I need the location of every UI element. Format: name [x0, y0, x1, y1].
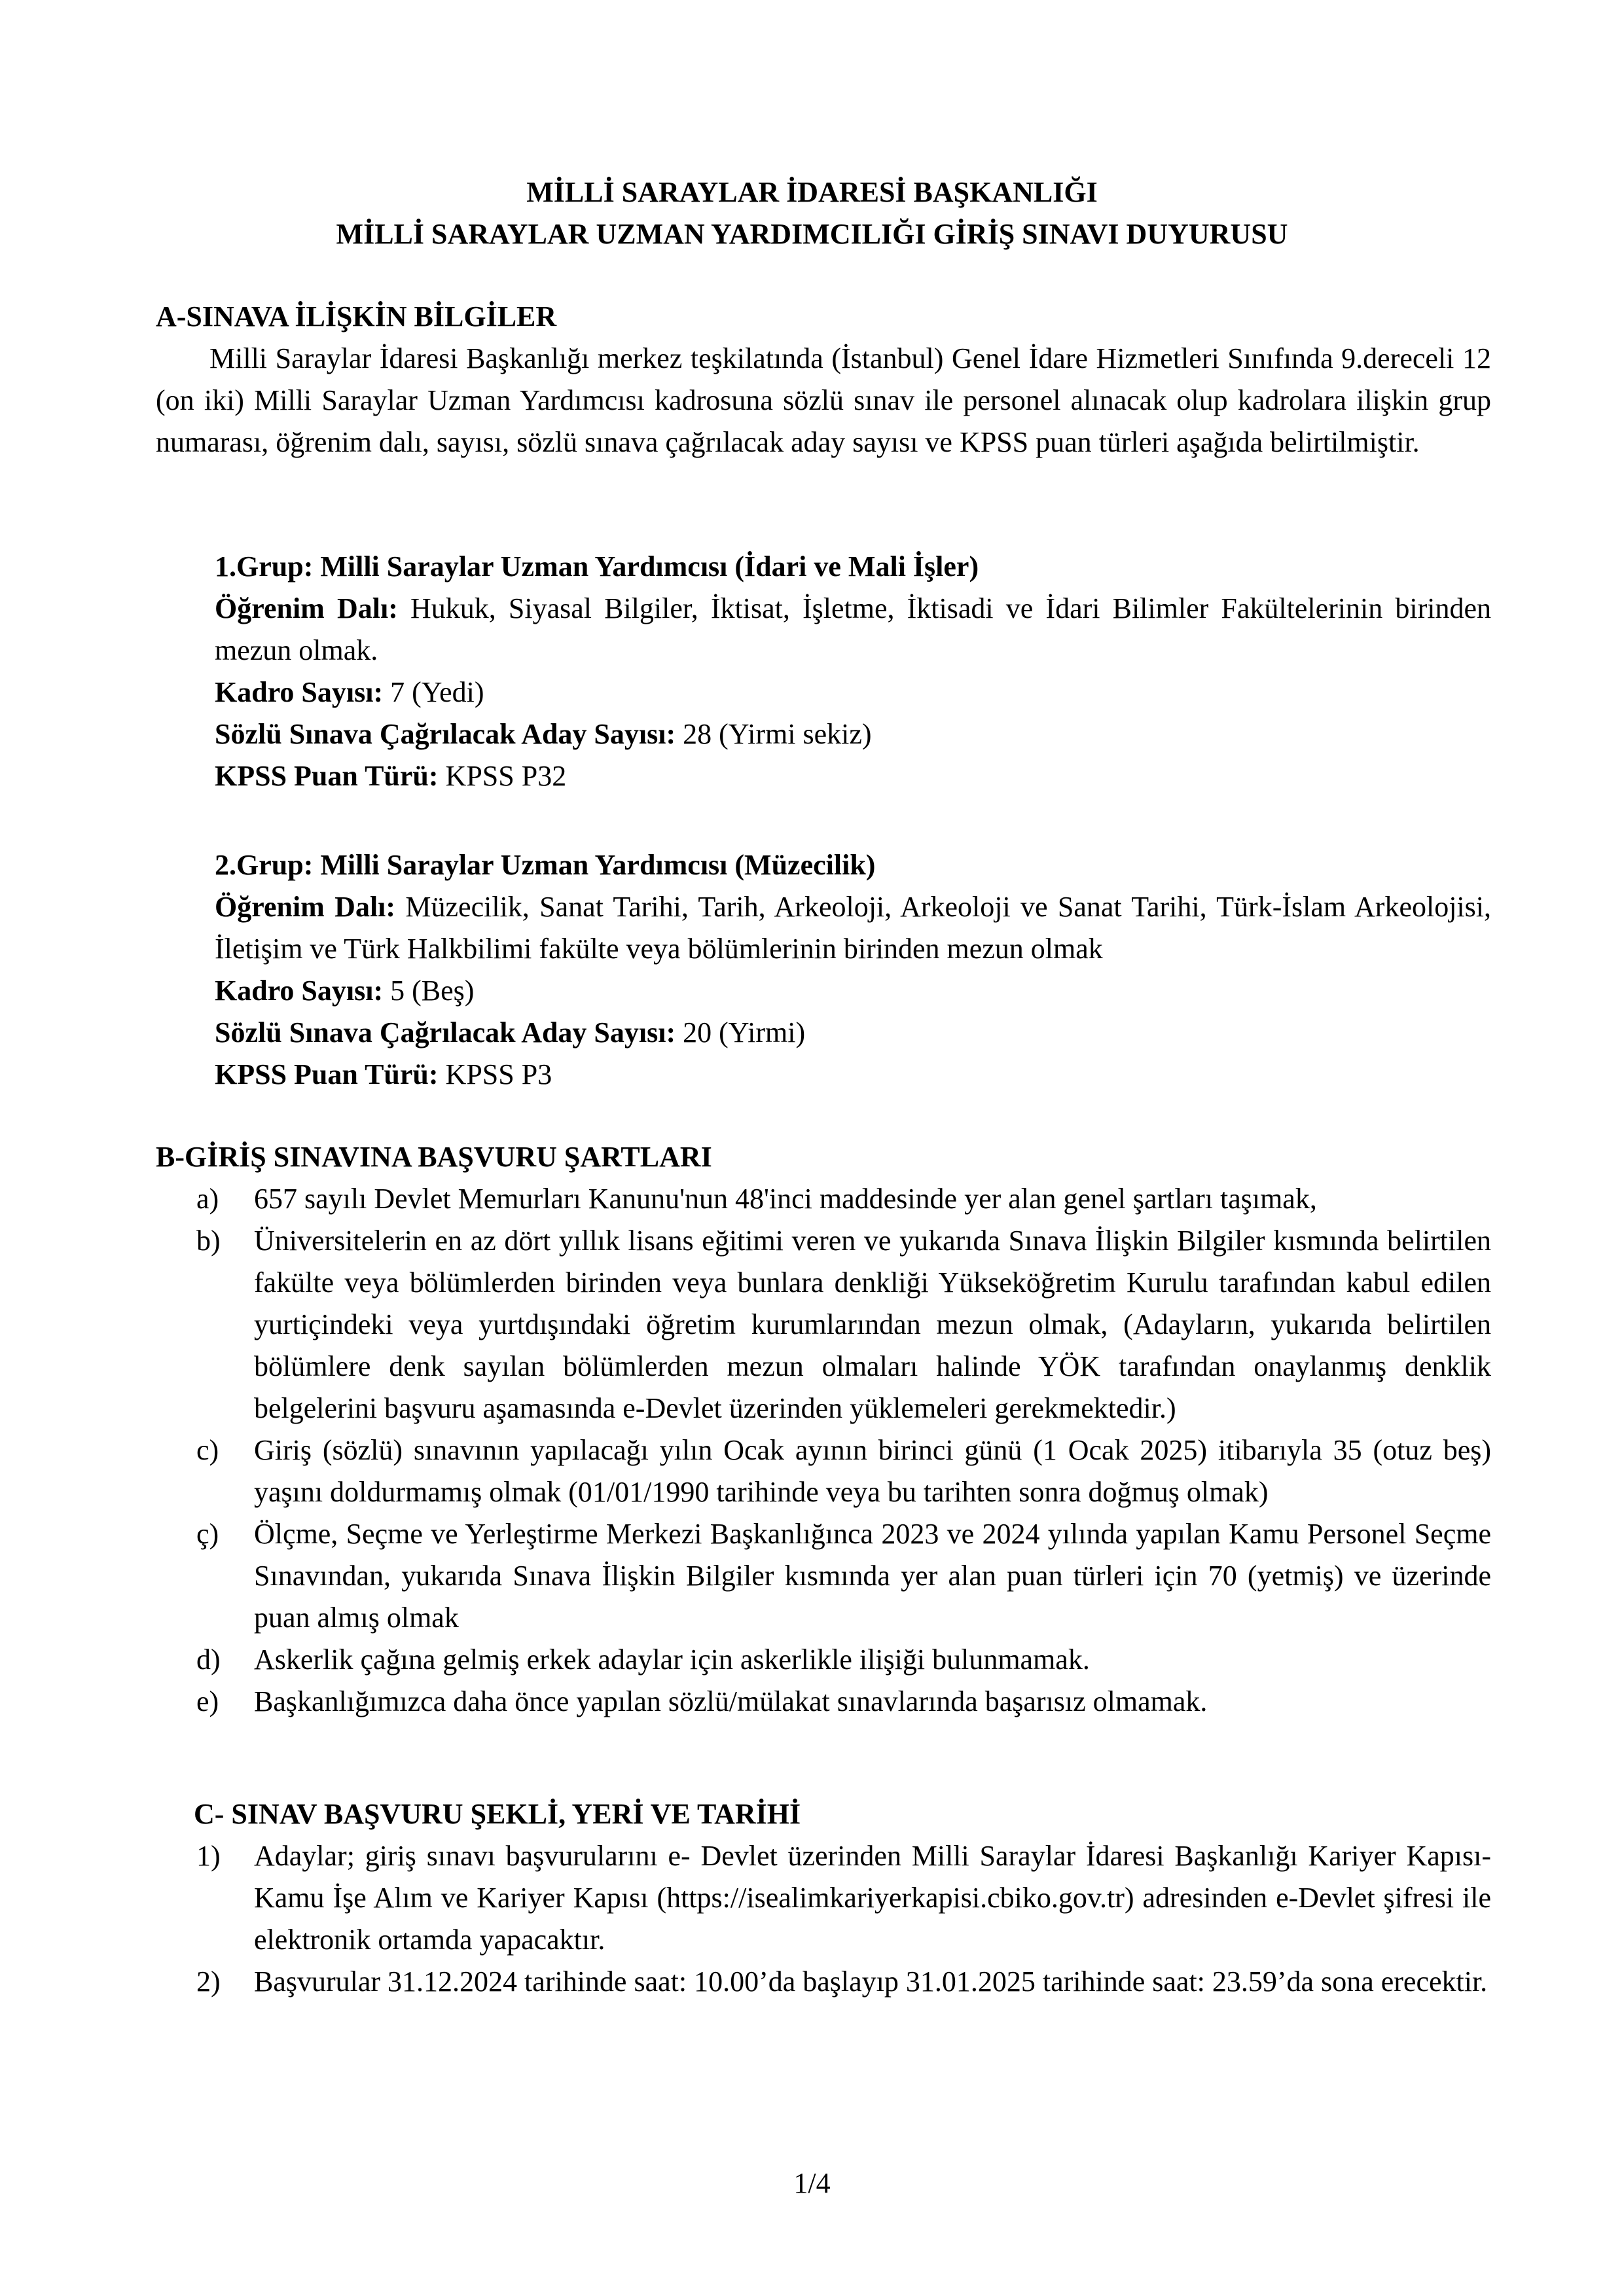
group-2-kpss-label: KPSS Puan Türü:	[215, 1058, 439, 1090]
list-item	[196, 1178, 1491, 1220]
group-1-title: 1.Grup: Milli Saraylar Uzman Yardımcısı (İdari ve Mali İşler)	[215, 550, 979, 583]
section-c-heading: C- SINAV BAŞVURU ŞEKLİ, YERİ VE TARİHİ	[194, 1798, 801, 1830]
group-2-aday-value: 20 (Yirmi)	[676, 1016, 806, 1049]
group-1-field-value: Hukuk, Siyasal Bilgiler, İktisat, İşletme, İktisadi ve İdari Bilimler Fakültelerinin birinden mezun olmak.	[215, 592, 1491, 666]
group-2-kadro-label: Kadro Sayısı:	[215, 975, 384, 1007]
list-item	[196, 1681, 1491, 1723]
group-1-field	[215, 588, 1491, 672]
group-1-field-label: Öğrenim Dalı:	[215, 592, 398, 624]
page-number: 1/4	[793, 2167, 831, 2199]
title-line-2: MİLLİ SARAYLAR UZMAN YARDIMCILIĞI GİRİŞ SINAVI DUYURUSU	[336, 218, 1288, 250]
list-item-text: Giriş (sözlü) sınavının yapılacağı yılın Ocak ayının birinci günü (1 Ocak 2025) itibarıyla 35 (otuz beş) yaşını doldurmamış olmak (01/01/1990 tarihinde veya bu tarihten sonra doğmuş olmak)	[254, 1434, 1491, 1508]
list-item-text: Başvurular 31.12.2024 tarihinde saat: 10.00’da başlayıp 31.01.2025 tarihinde saat: 23.59’da sona erecektir.	[254, 1965, 1488, 1998]
list-item	[196, 1639, 1491, 1681]
list-marker: b)	[196, 1225, 221, 1257]
list-item-text: 657 sayılı Devlet Memurları Kanunu'nun 48'inci maddesinde yer alan genel şartları taşımak,	[254, 1183, 1317, 1215]
group-2-field-value: Müzecilik, Sanat Tarihi, Tarih, Arkeoloji, Arkeoloji ve Sanat Tarihi, Türk-İslam Arkeolojisi, İletişim ve Türk Halkbilimi fakülte veya bölümlerinin birinden mezun olmak	[215, 891, 1492, 965]
list-marker: 2)	[196, 1965, 221, 1998]
group-2	[215, 844, 1491, 1096]
group-1-aday-value: 28 (Yirmi sekiz)	[676, 718, 872, 750]
list-item-text: Adaylar; giriş sınavı başvurularını e- Devlet üzerinden Milli Saraylar İdaresi Başkanlığı Kariyer Kapısı-Kamu İşe Alım ve Kariyer Kapısı (https://isealimkariyerkapisi.cbiko.gov.tr) adresinden e-Devlet şifresi ile elektronik ortamda yapacaktır.	[254, 1840, 1491, 1956]
group-1-kpss-value: KPSS P32	[438, 760, 567, 792]
section-b-heading: B-GİRİŞ SINAVINA BAŞVURU ŞARTLARI	[156, 1141, 712, 1173]
group-1	[215, 546, 1491, 797]
section-b-list	[196, 1178, 1491, 1723]
list-marker: a)	[196, 1183, 219, 1215]
list-item-text: Üniversitelerin en az dört yıllık lisans eğitimi veren ve yukarıda Sınava İlişkin Bilgiler kısmında belirtilen fakülte veya bölümlerden birinden veya bunlara denkliği Yükseköğretim Kurulu tarafından kabul edilen yurtiçindeki veya yurtdışındaki öğretim kurumlarından mezun olmak, (Adayların, yukarıda belirtilen bölümlere denk sayılan bölümlerden mezun olmaları halinde YÖK tarafından onaylanmış denklik belgelerini başvuru aşamasında e-Devlet üzerinden yüklemeleri gerekmektedir.)	[254, 1225, 1491, 1424]
list-item	[196, 1961, 1491, 2003]
group-2-field	[215, 886, 1491, 970]
list-item	[196, 1835, 1491, 1961]
group-1-aday	[215, 713, 1491, 755]
group-2-kadro-value: 5 (Beş)	[383, 975, 475, 1007]
list-item-text: Askerlik çağına gelmiş erkek adaylar için askerlikle ilişiği bulunmamak.	[254, 1643, 1090, 1676]
group-2-kpss-value: KPSS P3	[438, 1058, 552, 1090]
section-c-list	[196, 1835, 1491, 2003]
group-1-aday-label: Sözlü Sınava Çağrılacak Aday Sayısı:	[215, 718, 676, 750]
group-2-aday-label: Sözlü Sınava Çağrılacak Aday Sayısı:	[215, 1016, 676, 1049]
group-2-aday	[215, 1012, 1491, 1054]
group-1-kpss	[215, 755, 1491, 797]
group-2-kadro	[215, 970, 1491, 1012]
list-marker: e)	[196, 1685, 219, 1717]
section-a-heading: A-SINAVA İLİŞKİN BİLGİLER	[156, 300, 557, 332]
title-line-1: MİLLİ SARAYLAR İDARESİ BAŞKANLIĞI	[526, 176, 1098, 208]
group-2-field-label: Öğrenim Dalı:	[215, 891, 396, 923]
list-item	[196, 1513, 1491, 1639]
list-item	[196, 1220, 1491, 1429]
list-item-text: Başkanlığımızca daha önce yapılan sözlü/mülakat sınavlarında başarısız olmamak.	[254, 1685, 1208, 1717]
list-marker: 1)	[196, 1840, 221, 1872]
group-1-kpss-label: KPSS Puan Türü:	[215, 760, 439, 792]
group-1-kadro-value: 7 (Yedi)	[383, 676, 484, 708]
group-1-kadro-label: Kadro Sayısı:	[215, 676, 384, 708]
list-marker: d)	[196, 1643, 221, 1676]
group-2-title: 2.Grup: Milli Saraylar Uzman Yardımcısı (Müzecilik)	[215, 849, 876, 881]
list-item	[196, 1429, 1491, 1513]
group-2-kpss	[215, 1054, 1491, 1096]
group-1-kadro	[215, 672, 1491, 713]
section-a-intro: Milli Saraylar İdaresi Başkanlığı merkez teşkilatında (İstanbul) Genel İdare Hizmetleri Sınıfında 9.dereceli 12 (on iki) Milli Saraylar Uzman Yardımcısı kadrosuna sözlü sınav ile personel alınacak olup kadrolara ilişkin grup numarası, öğrenim dalı, sayısı, sözlü sınava çağrılacak aday sayısı ve KPSS puan türleri aşağıda belirtilmiştir.	[156, 342, 1491, 458]
list-marker: c)	[196, 1434, 219, 1466]
list-marker: ç)	[196, 1518, 219, 1550]
list-item-text: Ölçme, Seçme ve Yerleştirme Merkezi Başkanlığınca 2023 ve 2024 yılında yapılan Kamu Personel Seçme Sınavından, yukarıda Sınava İlişkin Bilgiler kısmında yer alan puan türleri için 70 (yetmiş) ve üzerinde puan almış olmak	[254, 1518, 1491, 1634]
